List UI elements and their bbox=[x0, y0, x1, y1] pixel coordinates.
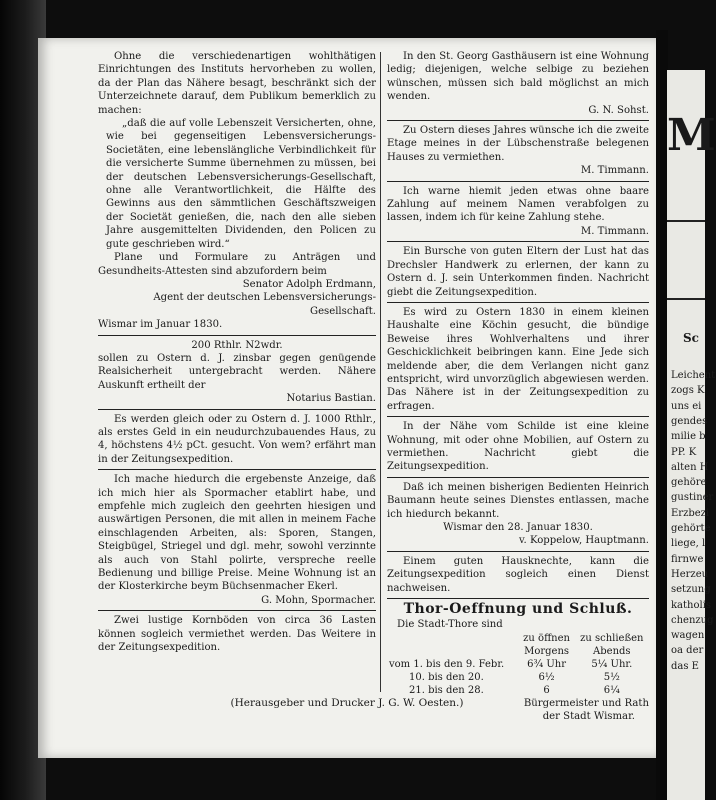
spurmacher-signer: G. Mohn, Spormacher. bbox=[261, 594, 376, 606]
row-open: 6½ bbox=[538, 671, 555, 683]
col-open-header: zu öffnen bbox=[523, 632, 570, 644]
cook-text: Es wird zu Ostern 1830 in einem kleinen Haushalte eine Köchin gesucht, die bündige Beweise ihres Wohlverhaltens und ihrer Geschicklichkeit beibringen kann. Eine Jede sich meldende aber, die dem Verlangen nicht ganz entspricht, wird unvorzüglich abgewiesen werden. Das Nähere ist in der Zeitungsexpedition zu erfragen. bbox=[387, 306, 649, 412]
col-close-header: zu schließen bbox=[580, 632, 644, 644]
next-page-line: wagen bbox=[671, 630, 705, 642]
money-signer: Notarius Bastian. bbox=[286, 393, 376, 405]
publisher-footer: (Herausgeber und Drucker J. G. W. Oesten.) bbox=[230, 697, 464, 709]
insurance-signer-title: Agent der deutschen Lebensversicherungs-Gesellschaft. bbox=[153, 292, 376, 317]
row-close: 5¼ Uhr. bbox=[591, 658, 633, 670]
right-column bbox=[387, 50, 649, 724]
next-page-line: uns ei bbox=[671, 400, 702, 412]
row-period: 10. bis den 20. bbox=[409, 671, 484, 683]
col-close-sub: Abends bbox=[593, 645, 631, 657]
servant-signer: v. Koppelow, Hauptmann. bbox=[519, 535, 649, 547]
next-page-line: Leichent bbox=[671, 370, 716, 381]
next-page-line: alten H bbox=[671, 461, 709, 473]
table-row bbox=[387, 684, 649, 697]
servant-text: Daß ich meinen bisherigen Bedienten Heinrich Baumann heute seines Dienstes entlassen, mache ich hiedurch bekannt. bbox=[387, 481, 649, 520]
next-page-line: das E bbox=[671, 660, 699, 672]
rule bbox=[387, 302, 649, 303]
col-open-sub: Morgens bbox=[524, 645, 570, 657]
rule bbox=[387, 241, 649, 242]
row-close: 5½ bbox=[603, 671, 620, 683]
money-text: sollen zu Ostern d. J. zinsbar gegen genügende Realsicherheit untergebracht werden. Nähere Auskunft ertheilt der bbox=[98, 352, 376, 391]
rule bbox=[387, 416, 649, 417]
rule bbox=[387, 120, 649, 121]
next-page-line: oa der bbox=[671, 645, 704, 657]
next-page-line: Herzeu bbox=[671, 568, 709, 580]
warning-signer: M. Timmann. bbox=[580, 225, 649, 237]
next-page-line: katholis bbox=[671, 599, 712, 611]
table-row bbox=[387, 658, 649, 671]
next-page-fragment bbox=[667, 70, 716, 800]
row-close: 6¼ bbox=[603, 684, 620, 696]
st-georg-signer: G. N. Sohst. bbox=[588, 104, 649, 116]
next-page-line: setzung bbox=[671, 584, 711, 596]
next-page-line: firnwe bbox=[671, 553, 704, 565]
insurance-signer: Senator Adolph Erdmann, bbox=[242, 278, 376, 290]
table-row bbox=[387, 671, 649, 684]
next-page-line: Sc bbox=[683, 331, 699, 345]
spurmacher-text: Ich mache hiedurch die ergebenste Anzeige, daß ich mich hier als Spormacher etablirt habe, und empfehle mich zugleich den geehrten hiesigen und auswärtigen Personen, die mit allen in meinem Fache einschlagenden Arbeiten, als: Sporen, Stangen, Steigbügel, Striegel und dgl. mehr, sowohl verzinnte als auch von Stahl polirte, verspreche reelle Bedienung und billige Preise. Meine Wohnung ist an der Klosterkirche beym Büchsenmacher Ekerl. bbox=[98, 474, 376, 593]
rule bbox=[387, 551, 649, 552]
rule bbox=[387, 477, 649, 478]
next-page-line: zogs K bbox=[671, 385, 705, 397]
row-period: 21. bis den 28. bbox=[409, 684, 484, 696]
next-page-line: gustiner bbox=[671, 492, 714, 504]
rule bbox=[387, 181, 649, 182]
next-page-line: milie b bbox=[671, 431, 706, 443]
rule bbox=[667, 298, 705, 300]
next-page-line: chenzug bbox=[671, 614, 714, 626]
rule bbox=[387, 598, 649, 599]
left-column bbox=[98, 50, 376, 654]
schilde-text: In der Nähe vom Schilde ist eine kleine Wohnung, mit oder ohne Mobilien, auf Ostern zu vermiethen. Nachricht giebt die Zeitungsexpedition. bbox=[387, 421, 649, 473]
next-page-line: liege, l bbox=[671, 538, 706, 550]
gate-authority: Bürgermeister und Rath bbox=[523, 697, 649, 709]
row-period: vom 1. bis den 9. Febr. bbox=[389, 658, 505, 670]
gate-table bbox=[387, 632, 649, 697]
row-open: 6 bbox=[543, 684, 550, 696]
insurance-quote: „daß die auf volle Lebenszeit Versicherten, ohne, wie bei gegenseitigen Lebensversicherungs-Societäten, eine lebenslängliche Verbindlichkeit für die versicherte Summe übernehmen zu müssen, bei der deutschen Lebensversicherungs-Gesellschaft, ohne alle Verantwortlichkeit, die Hälfte des Gewinns aus den sämmtlichen Geschäftszweigen der Societät genießen, die, nach den alle sieben Jahre ausgemittelten Dividenden, den Policen zu gute geschrieben wird.“ bbox=[106, 118, 376, 250]
rule bbox=[667, 220, 705, 222]
gate-table-subtitle: Die Stadt-Thore sind bbox=[397, 619, 503, 631]
st-georg-text: In den St. Georg Gasthäusern ist eine Wohnung ledig; diejenigen, welche selbige zu beziehen wünschen, müssen sich bald möglichst an mich wenden. bbox=[387, 51, 649, 103]
money-heading: 200 Rthlr. N2wdr. bbox=[191, 339, 283, 351]
floors-text: Zwei lustige Kornböden von circa 36 Lasten können sogleich vermiethet werden. Das Weitere in der Zeitungsexpedition. bbox=[98, 615, 376, 654]
column-divider bbox=[380, 52, 381, 692]
etage-text: Zu Ostern dieses Jahres wünsche ich die zweite Etage meines in der Lübschenstraße belegenen Hauses zu vermiethen. bbox=[387, 125, 649, 163]
gate-authority-city: der Stadt Wismar. bbox=[542, 711, 635, 723]
row-open: 6¾ Uhr bbox=[527, 658, 566, 670]
apprentice-text: Ein Bursche von guten Eltern der Lust hat das Drechsler Handwerk zu erlernen, der kann zu Ostern d. J. sein Unterkommen finden. Nachricht giebt die Zeitungsexpedition. bbox=[387, 246, 649, 298]
insurance-date: Wismar im Januar 1830. bbox=[98, 319, 223, 331]
next-page-line: gehöre bbox=[671, 477, 707, 489]
next-page-line: gehörte bbox=[671, 523, 711, 534]
next-page-headline: M bbox=[667, 110, 716, 161]
rule bbox=[98, 610, 376, 611]
servant-date: Wismar den 28. Januar 1830. bbox=[443, 522, 593, 533]
rule bbox=[98, 469, 376, 470]
insurance-intro: Ohne die verschiedenartigen wohlthätigen Einrichtungen des Instituts hervorheben zu wollen, da der Plan das Nähere besagt, beschränkt sich der Unterzeichnete darauf, dem Publikum bemerklich zu machen: bbox=[98, 51, 376, 116]
hausknecht-text: Einem guten Hausknechte, kann die Zeitungsexpedition sogleich einen Dienst nachweisen. bbox=[387, 555, 649, 594]
next-page-line: gendes bbox=[671, 415, 708, 427]
next-page-line: PP. K bbox=[671, 446, 697, 458]
gate-table-title: Thor-Oeffnung und Schluß. bbox=[403, 601, 633, 618]
rule bbox=[98, 409, 376, 410]
insurance-forms: Plane und Formulare zu Anträgen und Gesundheits-Attesten sind abzufordern beim bbox=[98, 252, 376, 277]
etage-signer: M. Timmann. bbox=[580, 165, 649, 177]
next-page-line: Erzbezi bbox=[671, 507, 710, 519]
rule bbox=[98, 335, 376, 336]
warning-text: Ich warne hiemit jeden etwas ohne baare Zahlung auf meinem Namen verabfolgen zu lassen, indem ich für keine Zahlung stehe. bbox=[387, 185, 649, 224]
loan-text: Es werden gleich oder zu Ostern d. J. 1000 Rthlr., als erstes Geld in ein neudurchzubauendes Haus, zu 4, höchstens 4½ pCt. gesucht. Von wem? erfährt man in der Zeitungsexpedition. bbox=[98, 413, 376, 465]
